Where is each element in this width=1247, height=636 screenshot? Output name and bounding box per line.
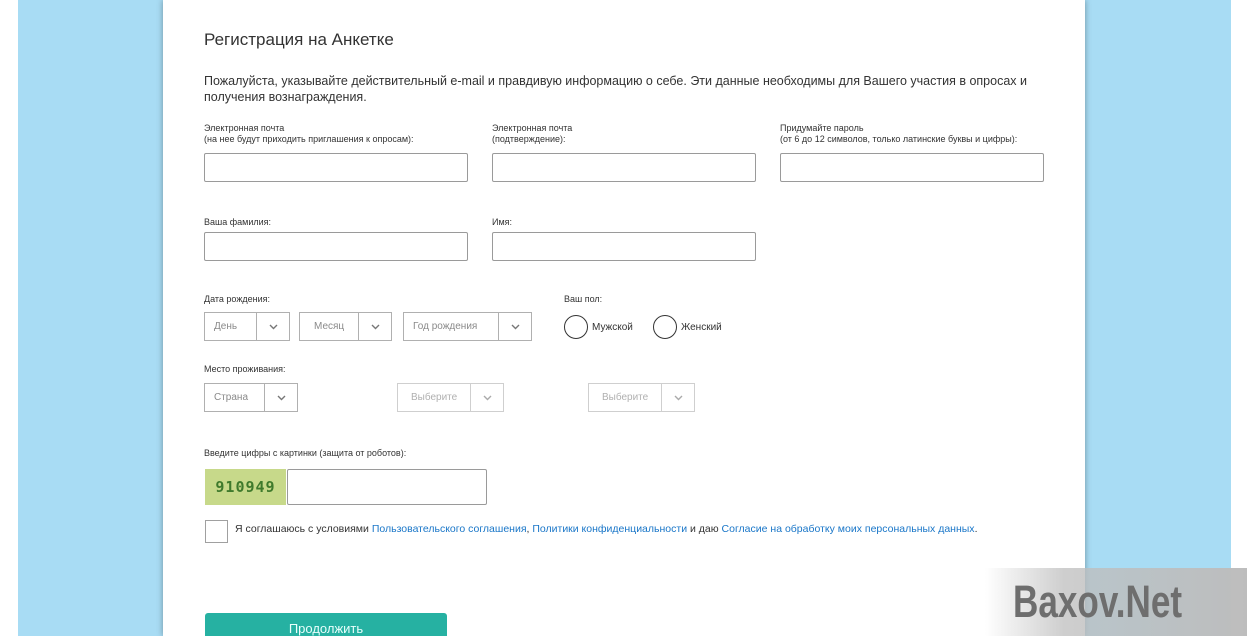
city-select-value: Выберите: [602, 392, 649, 403]
residence-label: Место проживания:: [204, 364, 286, 374]
captcha-input[interactable]: [287, 469, 487, 505]
gender-label: Ваш пол:: [564, 294, 603, 304]
email-field[interactable]: [204, 153, 468, 182]
month-select-value: Месяц: [314, 321, 345, 332]
chevron-down-icon: [661, 384, 694, 411]
surname-label: Ваша фамилия:: [204, 217, 272, 227]
birthdate-label: Дата рождения:: [204, 294, 270, 304]
email-label: Электронная почта (на нее будут приходить приглашения к опросам):: [204, 123, 414, 144]
agreement-checkbox[interactable]: [205, 520, 228, 543]
watermark-text: Baxov.Net: [1013, 576, 1183, 627]
region-select[interactable]: [397, 383, 504, 412]
gender-female-label: Женский: [681, 321, 722, 333]
email-confirm-label: Электронная почта (подтверждение):: [492, 123, 573, 144]
agreement-text: Я соглашаюсь с условиями Пользовательского соглашения, Политики конфиденциальности и даю Согласие на обработку моих персональных данных.: [235, 523, 978, 535]
region-select-value: Выберите: [411, 392, 458, 403]
day-select-value: День: [214, 321, 238, 332]
email-confirm-field[interactable]: [492, 153, 756, 182]
radio-circle[interactable]: [564, 315, 588, 339]
city-select[interactable]: [588, 383, 695, 412]
chevron-down-icon: [358, 313, 391, 340]
name-field[interactable]: [492, 232, 756, 261]
data-consent-link[interactable]: Согласие на обработку моих персональных данных: [721, 523, 975, 535]
chevron-down-icon: [470, 384, 503, 411]
gender-male-label: Мужской: [592, 321, 633, 333]
gender-male-radio[interactable]: [564, 315, 633, 339]
country-select-value: Страна: [214, 392, 249, 403]
surname-field[interactable]: [204, 232, 468, 261]
continue-button[interactable]: Продолжить: [205, 613, 447, 636]
intro-text: Пожалуйста, указывайте действительный e-mail и правдивую информацию о себе. Эти данные необходимы для Вашего участия в опросах и получения вознаграждения.: [204, 74, 1027, 104]
registration-panel: [163, 0, 1085, 636]
chevron-down-icon: [256, 313, 289, 340]
captcha-image: 910949: [205, 469, 286, 505]
chevron-down-icon: [498, 313, 531, 340]
watermark: [985, 568, 1247, 636]
user-agreement-link[interactable]: Пользовательского соглашения: [371, 523, 527, 535]
year-select[interactable]: [403, 312, 532, 341]
page-title: Регистрация на Анкетке: [204, 30, 394, 49]
gender-female-radio[interactable]: [653, 315, 722, 339]
chevron-down-icon: [264, 384, 297, 411]
radio-circle[interactable]: [653, 315, 677, 339]
day-select[interactable]: [204, 312, 290, 341]
country-select[interactable]: [204, 383, 298, 412]
captcha-label: Введите цифры с картинки (защита от роботов):: [204, 448, 407, 458]
month-select[interactable]: [299, 312, 392, 341]
year-select-value: Год рождения: [413, 321, 478, 332]
name-label: Имя:: [492, 217, 513, 227]
password-field[interactable]: [780, 153, 1044, 182]
privacy-policy-link[interactable]: Политики конфиденциальности: [532, 523, 688, 535]
password-label: Придумайте пароль (от 6 до 12 символов, только латинские буквы и цифры):: [780, 123, 1018, 144]
